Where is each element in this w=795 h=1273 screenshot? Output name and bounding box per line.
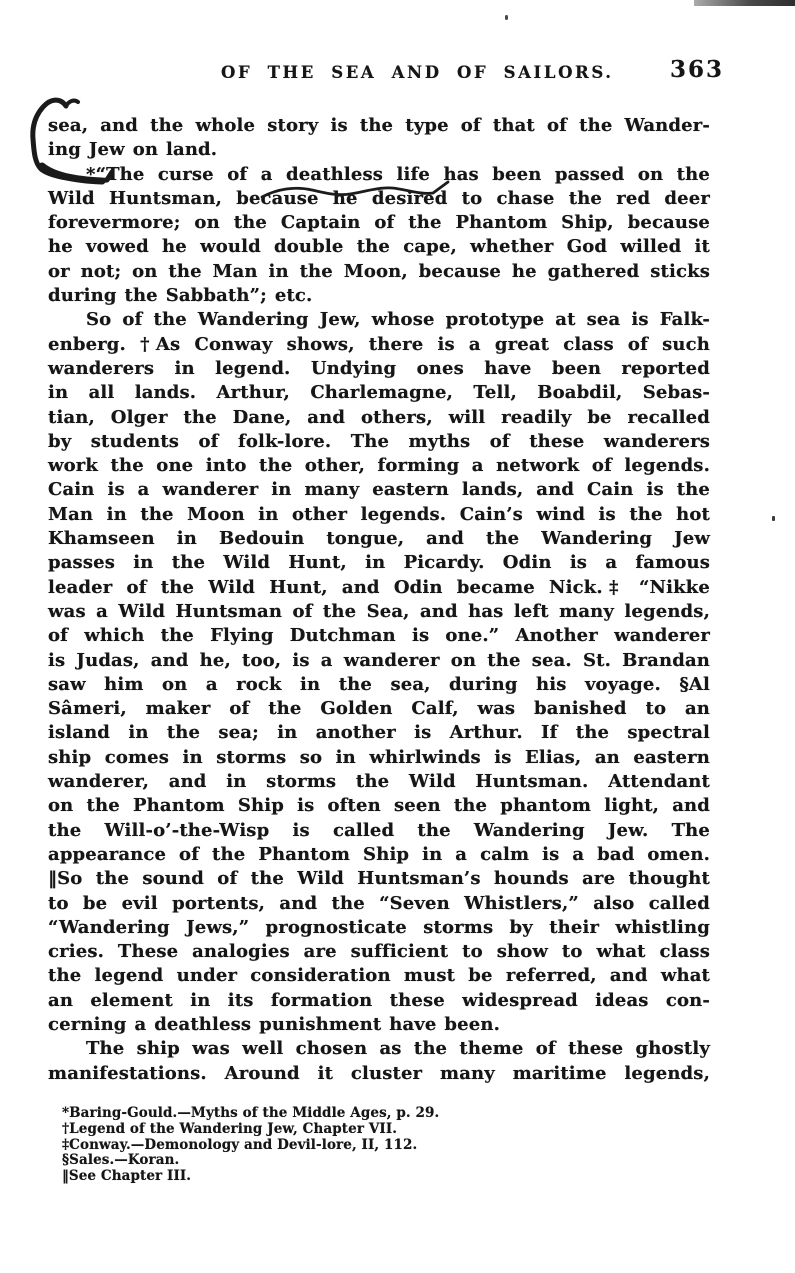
body-text-line: ing Jew on land. [48, 139, 218, 161]
body-text-line: “Wandering Jews,” prognosticate storms by their whistling [48, 916, 710, 938]
body-text-line: in all lands. Arthur, Charlemagne, Tell, Boabdil, Sebas- [48, 382, 710, 404]
body-text-line: The ship was well chosen as the theme of these ghostly [86, 1038, 710, 1060]
body-text-line: enberg. †As Conway shows, there is a great class of such [48, 333, 710, 355]
body-text-line: Sâmeri, maker of the Golden Calf, was banished to an [48, 698, 710, 720]
body-text-line: Man in the Moon in other legends. Cain’s wind is the hot [48, 503, 710, 525]
body-text-line: he vowed he would double the cape, whether God willed it [48, 236, 710, 258]
body-text-line: So of the Wandering Jew, whose prototype at sea is Falk- [86, 309, 710, 331]
body-text-line: passes in the Wild Hunt, in Picardy. Odin is a famous [48, 552, 710, 574]
body-text-line: or not; on the Man in the Moon, because he gathered sticks [48, 260, 710, 282]
body-text-line: ‖So the sound of the Wild Huntsman’s hounds are thought [48, 868, 710, 890]
body-text-line: sea, and the whole story is the type of that of the Wander- [48, 115, 710, 136]
body-text-line: on the Phantom Ship is often seen the phantom light, and [48, 795, 710, 817]
footnote-line: ‖See Chapter III. [62, 1168, 192, 1185]
body-text-line: manifestations. Around it cluster many maritime legends, [48, 1062, 710, 1084]
footnote-line: †Legend of the Wandering Jew, Chapter VII. [62, 1120, 398, 1137]
scan-speck-top [505, 15, 508, 20]
scan-edge-streak [694, 0, 795, 6]
body-text-line: leader of the Wild Hunt, and Odin became Nick.‡ “Nikke [48, 576, 710, 598]
footnotes-block [62, 1106, 622, 1185]
body-text-line: wanderers in legend. Undying ones have been reported [48, 357, 710, 379]
body-text-line: Cain is a wanderer in many eastern lands, and Cain is the [48, 479, 710, 501]
page-number: 363 [670, 56, 725, 83]
body-text-line: forevermore; on the Captain of the Phantom Ship, because [48, 212, 710, 234]
body-text-line: cerning a deathless punishment have been. [48, 1013, 501, 1035]
body-text-line: cries. These analogies are sufficient to show to what class [48, 941, 710, 963]
scan-speck-right-margin [772, 516, 775, 521]
body-text-line: ship comes in storms so in whirlwinds is Elias, an eastern [48, 746, 710, 768]
body-text-line: appearance of the Phantom Ship in a calm is a bad omen. [48, 843, 710, 865]
body-text-line: saw him on a rock in the sea, during his voyage. §Al [48, 673, 710, 695]
footnote-line: §Sales.—Koran. [62, 1152, 180, 1169]
footnote-line: *Baring-Gould.—Myths of the Middle Ages, p. 29. [62, 1105, 440, 1121]
body-text-line: the legend under consideration must be referred, and what [48, 965, 710, 987]
body-text-line: is Judas, and he, too, is a wanderer on the sea. St. Brandan [48, 649, 710, 671]
body-text-line: an element in its formation these widespread ideas con- [48, 989, 710, 1011]
body-text-line: was a Wild Huntsman of the Sea, and has left many legends, [48, 600, 710, 622]
body-text-line: wanderer, and in storms the Wild Huntsman. Attendant [48, 771, 710, 793]
running-header-title: OF THE SEA AND OF SAILORS. [221, 63, 614, 82]
body-text-line: Wild Huntsman, because he desired to chase the red deer [48, 187, 710, 209]
body-text-line: the Will-o’-the-Wisp is called the Wandering Jew. The [48, 819, 710, 841]
body-text-line: work the one into the other, forming a network of legends. [48, 455, 710, 477]
body-text-line: island in the sea; in another is Arthur. If the spectral [48, 722, 710, 744]
body-text-line: to be evil portents, and the “Seven Whistlers,” also called [48, 892, 710, 914]
body-text-line: of which the Flying Dutchman is one.” Another wanderer [48, 625, 710, 647]
body-text-line: Khamseen in Bedouin tongue, and the Wandering Jew [48, 528, 710, 550]
footnote-line: ‡Conway.—Demonology and Devil-lore, II, 112. [62, 1136, 418, 1153]
body-text-line: *“The curse of a deathless life has been passed on the [86, 163, 710, 185]
body-text-line: by students of folk-lore. The myths of these wanderers [48, 430, 710, 452]
body-text-line: tian, Olger the Dane, and others, will readily be recalled [48, 406, 710, 428]
body-text-block [48, 114, 710, 1086]
body-text-line: during the Sabbath”; etc. [48, 285, 313, 307]
